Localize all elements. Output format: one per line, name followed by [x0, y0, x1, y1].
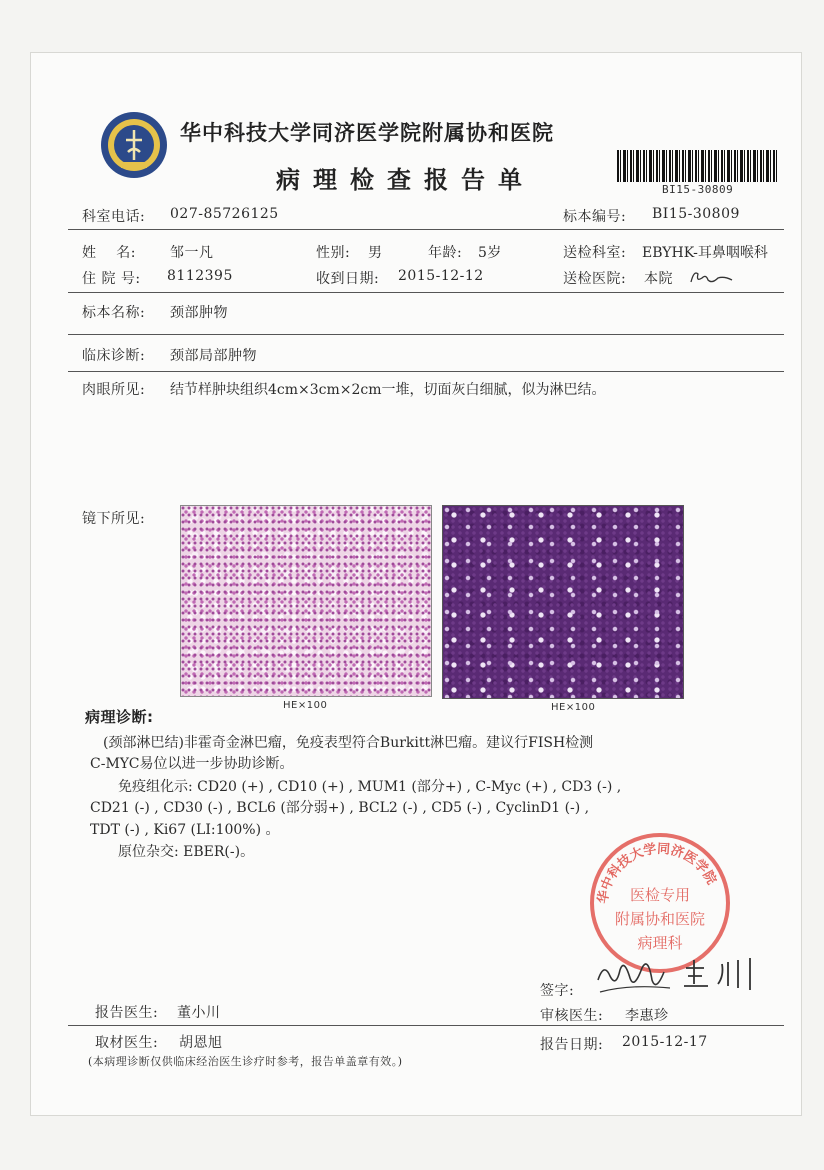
initials-scribble	[688, 266, 736, 288]
caption-left: HE×100	[283, 700, 328, 711]
gross-value: 结节样肿块组织4cm×3cm×2cm一堆，切面灰白细腻，似为淋巴结。	[170, 382, 606, 398]
disclaimer: (本病理诊断仅供临床经治医生诊疗时参考，报告单盖章有效。)	[88, 1055, 403, 1068]
handwritten-signature	[590, 950, 770, 998]
specimen-no-label: 标本编号:	[563, 209, 627, 225]
clinical-value: 颈部局部肿物	[170, 348, 257, 364]
diagnosis-line: 免疫组化示: CD20 (+) , CD10 (+) , MUM1 (部分+) , C-Myc (+) , CD3 (-) ,	[118, 779, 622, 795]
caption-right: HE×100	[551, 702, 596, 713]
diagnosis-line: TDT (-) , Ki67 (LI:100%) 。	[90, 822, 280, 838]
report-doctor-label: 报告医生:	[95, 1005, 159, 1021]
diagnosis-line: CD21 (-) , CD30 (-) , BCL6 (部分弱+) , BCL2 (-) , CD5 (-) , CyclinD1 (-) ,	[90, 800, 590, 816]
age-label: 年龄:	[428, 245, 463, 261]
sampling-doctor-value: 胡恩旭	[179, 1035, 223, 1051]
diagnosis-line: (颈部淋巴结)非霍奇金淋巴瘤，免疫表型符合Burkitt淋巴瘤。建议行FISH检测	[103, 735, 594, 751]
divider	[68, 292, 784, 293]
diagnosis-heading: 病理诊断:	[85, 708, 154, 726]
name-value: 邹一凡	[170, 245, 214, 261]
reviewer-label: 审核医生:	[540, 1008, 604, 1024]
report-date-label: 报告日期:	[540, 1037, 604, 1053]
micrograph-left	[180, 505, 432, 697]
phone-value: 027-85726125	[170, 206, 279, 222]
report-doctor-value: 董小川	[177, 1005, 221, 1021]
divider	[68, 371, 784, 372]
diagnosis-line: 原位杂交: EBER(-)。	[118, 844, 255, 860]
inpatient-value: 8112395	[167, 268, 233, 284]
sex-label: 性别:	[316, 245, 351, 261]
micrograph-right	[442, 505, 684, 699]
hospital-logo	[99, 110, 169, 180]
barcode-number: BI15-30809	[662, 183, 734, 196]
clinical-label: 临床诊断:	[82, 348, 146, 364]
name-label: 姓 名:	[82, 245, 137, 261]
divider	[68, 334, 784, 335]
report-date-value: 2015-12-17	[622, 1034, 708, 1050]
hospital-value: 本院	[644, 271, 673, 287]
diagnosis-line: C-MYC易位以进一步协助诊断。	[90, 756, 294, 772]
specimen-no-value: BI15-30809	[652, 206, 740, 222]
hospital-label: 送检医院:	[563, 271, 627, 287]
age-value: 5岁	[478, 245, 502, 261]
report-title: 病理检查报告单	[276, 166, 535, 194]
sampling-doctor-label: 取材医生:	[95, 1035, 159, 1051]
hospital-name: 华中科技大学同济医学院附属协和医院	[180, 121, 554, 145]
reviewer-value: 李惠珍	[625, 1008, 669, 1024]
specimen-value: 颈部肿物	[170, 305, 228, 321]
divider	[68, 229, 784, 230]
signature-label: 签字:	[540, 983, 575, 999]
stamp-line: 附属协和医院	[614, 910, 706, 928]
dept-value: EBYHK-耳鼻咽喉科	[642, 245, 768, 261]
dept-label: 送检科室:	[563, 245, 627, 261]
received-label: 收到日期:	[316, 271, 380, 287]
phone-label: 科室电话:	[82, 209, 146, 225]
sex-value: 男	[368, 245, 383, 261]
stamp-arc-text: 华中科技大学同济医学院	[595, 841, 719, 905]
stamp-line: 医检专用	[629, 886, 691, 904]
divider	[68, 1025, 784, 1026]
stamp-line: 病理科	[637, 934, 683, 952]
gross-label: 肉眼所见:	[82, 382, 146, 398]
barcode	[617, 150, 777, 182]
specimen-label: 标本名称:	[82, 305, 146, 321]
micro-label: 镜下所见:	[82, 511, 146, 527]
received-value: 2015-12-12	[398, 268, 484, 284]
inpatient-label: 住 院 号:	[82, 271, 141, 287]
